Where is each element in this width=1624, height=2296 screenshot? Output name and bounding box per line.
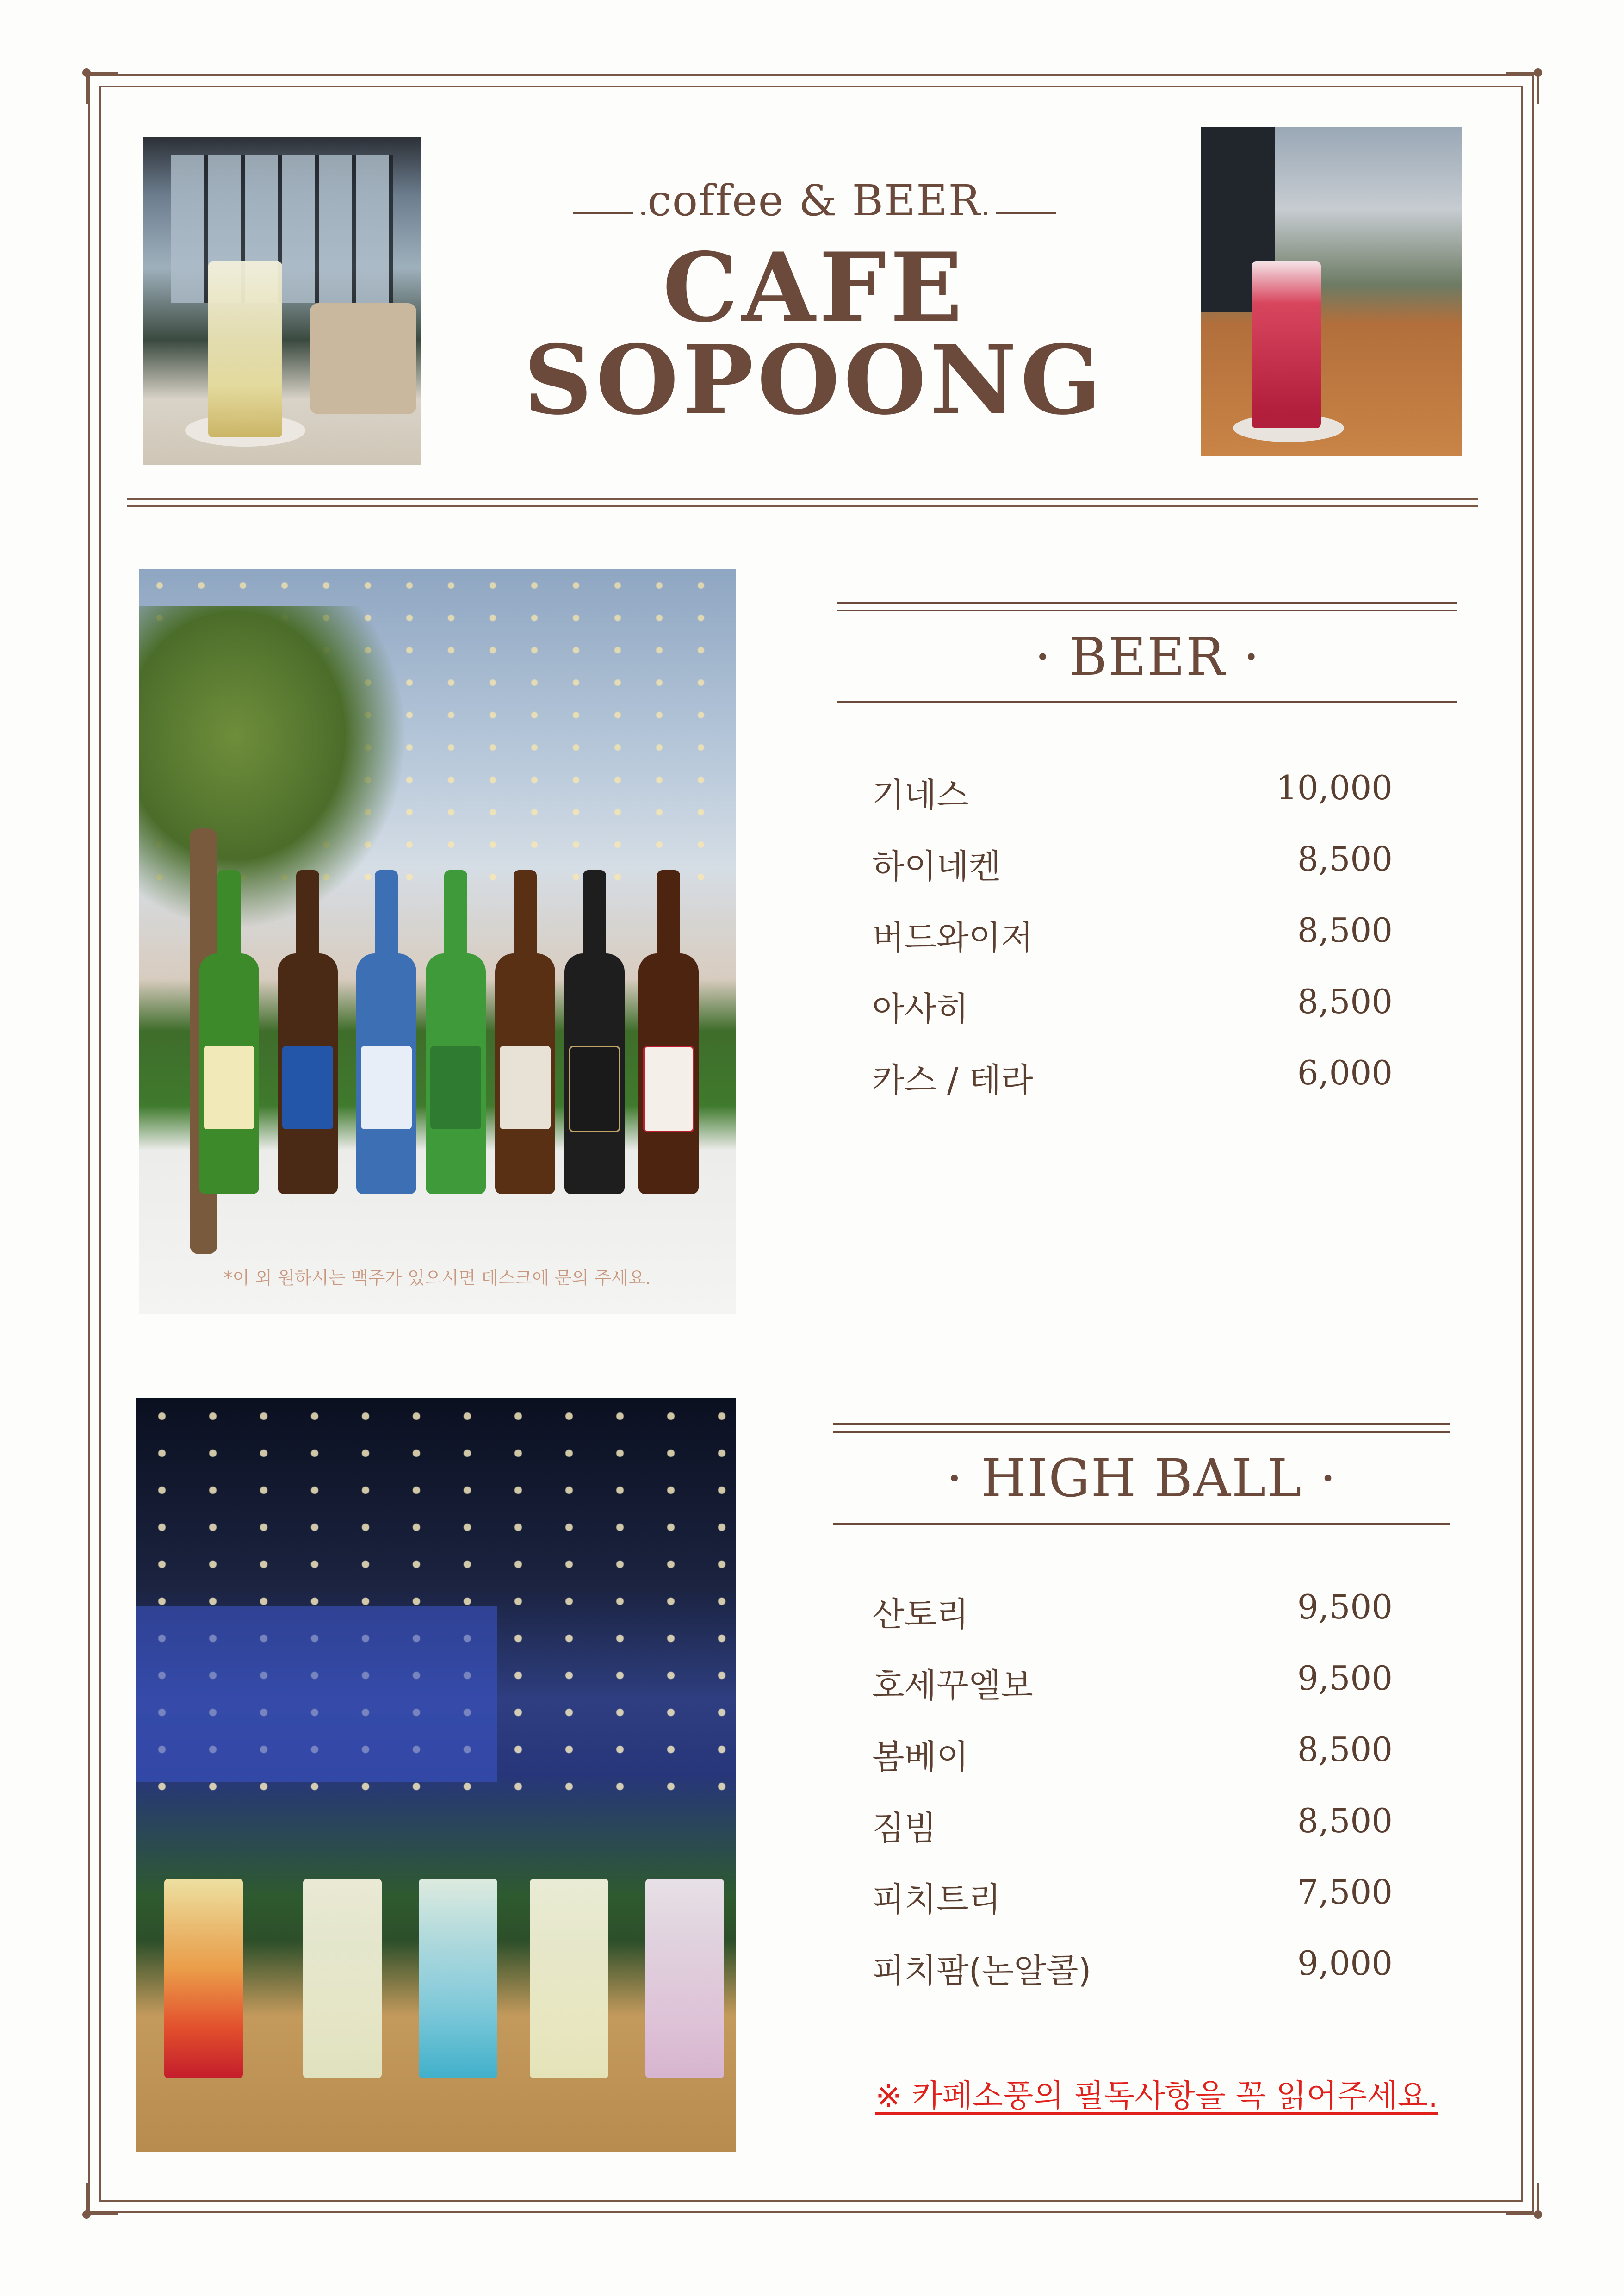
menu-item-price: 8,500	[1297, 911, 1393, 950]
photo-chair	[310, 303, 416, 414]
corner-ornament	[86, 72, 118, 104]
bottle-asahi	[495, 953, 555, 1194]
bottle-heineken	[426, 953, 486, 1194]
header-divider	[127, 498, 1478, 500]
highball-glass	[419, 1879, 497, 2078]
menu-item-price: 8,500	[1297, 840, 1393, 878]
menu-item-price: 8,500	[1297, 982, 1393, 1021]
menu-item-name: 호세꾸엘보	[872, 1666, 1033, 1705]
menu-item-price: 10,000	[1276, 768, 1393, 807]
menu-item-price: 8,500	[1297, 1730, 1393, 1769]
bottle-terra	[199, 953, 259, 1194]
menu-item-name: 봄베이	[872, 1737, 969, 1776]
menu-item-name: 피치팜(논알콜)	[872, 1951, 1091, 1990]
beer-photo-note: *이 외 원하시는 맥주가 있으시면 데스크에 문의 주세요.	[223, 1268, 651, 1288]
photo-highball-glasses	[136, 1398, 736, 2152]
subtitle-rule	[573, 212, 633, 214]
menu-item-name: 카스 / 테라	[872, 1061, 1034, 1100]
highball-glass	[164, 1879, 243, 2078]
menu-item-name: 피치트리	[872, 1880, 1001, 1919]
menu-item-price: 8,500	[1297, 1801, 1393, 1840]
photo-glass	[208, 261, 282, 437]
menu-item-name: 짐빔	[872, 1809, 937, 1848]
highball-rule-bottom	[833, 1523, 1450, 1525]
subtitle-dot	[984, 212, 987, 215]
header-subtitle	[546, 176, 1083, 225]
beer-heading: · BEER ·	[1034, 627, 1261, 687]
menu-item-price: 9,500	[1297, 1659, 1393, 1698]
menu-item-price: 7,500	[1297, 1873, 1393, 1911]
highball-glass	[530, 1879, 608, 2078]
menu-item-price: 6,000	[1297, 1053, 1393, 1092]
photo-buildings	[136, 1606, 497, 1782]
photo-beer-bottles	[139, 569, 736, 1314]
menu-item-name: 산토리	[872, 1595, 969, 1634]
cafe-title-line1: CAFE	[662, 232, 966, 343]
beer-rule-bottom	[837, 701, 1457, 703]
photo-window	[171, 155, 393, 303]
menu-item-name: 기네스	[872, 776, 969, 815]
cafe-title-line2: SOPOONG	[523, 325, 1105, 436]
bottle-1664-blanc	[356, 953, 416, 1194]
highball-glass	[645, 1879, 724, 2078]
menu-item-price: 9,500	[1297, 1587, 1393, 1626]
menu-item-price: 9,000	[1297, 1944, 1393, 1983]
menu-item-name: 아사히	[872, 989, 969, 1028]
highball-rule-top	[833, 1431, 1450, 1433]
menu-item-name: 하이네켄	[872, 847, 1001, 886]
corner-ornament	[1506, 2183, 1539, 2215]
subtitle-rule	[996, 212, 1056, 214]
menu-item-name: 버드와이저	[872, 918, 1033, 957]
beer-rule-top	[837, 602, 1457, 604]
photo-tree	[139, 606, 407, 930]
header-divider	[127, 505, 1478, 507]
beer-rule-top	[837, 610, 1457, 611]
photo-indoor-highball	[143, 137, 421, 465]
subtitle-dot	[641, 212, 645, 215]
corner-ornament	[1506, 72, 1539, 104]
highball-rule-top	[833, 1423, 1450, 1425]
bottle-budweiser	[638, 953, 699, 1194]
bottle-cass	[278, 953, 338, 1194]
photo-red-highball	[1201, 127, 1462, 456]
corner-ornament	[86, 2183, 118, 2215]
subtitle-text: coffee & BEER	[647, 176, 981, 225]
notice-link[interactable]: ※ 카페소풍의 필독사항을 꼭 읽어주세요.	[875, 2078, 1438, 2115]
highball-heading: · HIGH BALL ·	[946, 1449, 1337, 1509]
photo-glass	[1252, 261, 1321, 428]
bottle-guinness	[564, 953, 625, 1194]
highball-glass	[303, 1879, 382, 2078]
